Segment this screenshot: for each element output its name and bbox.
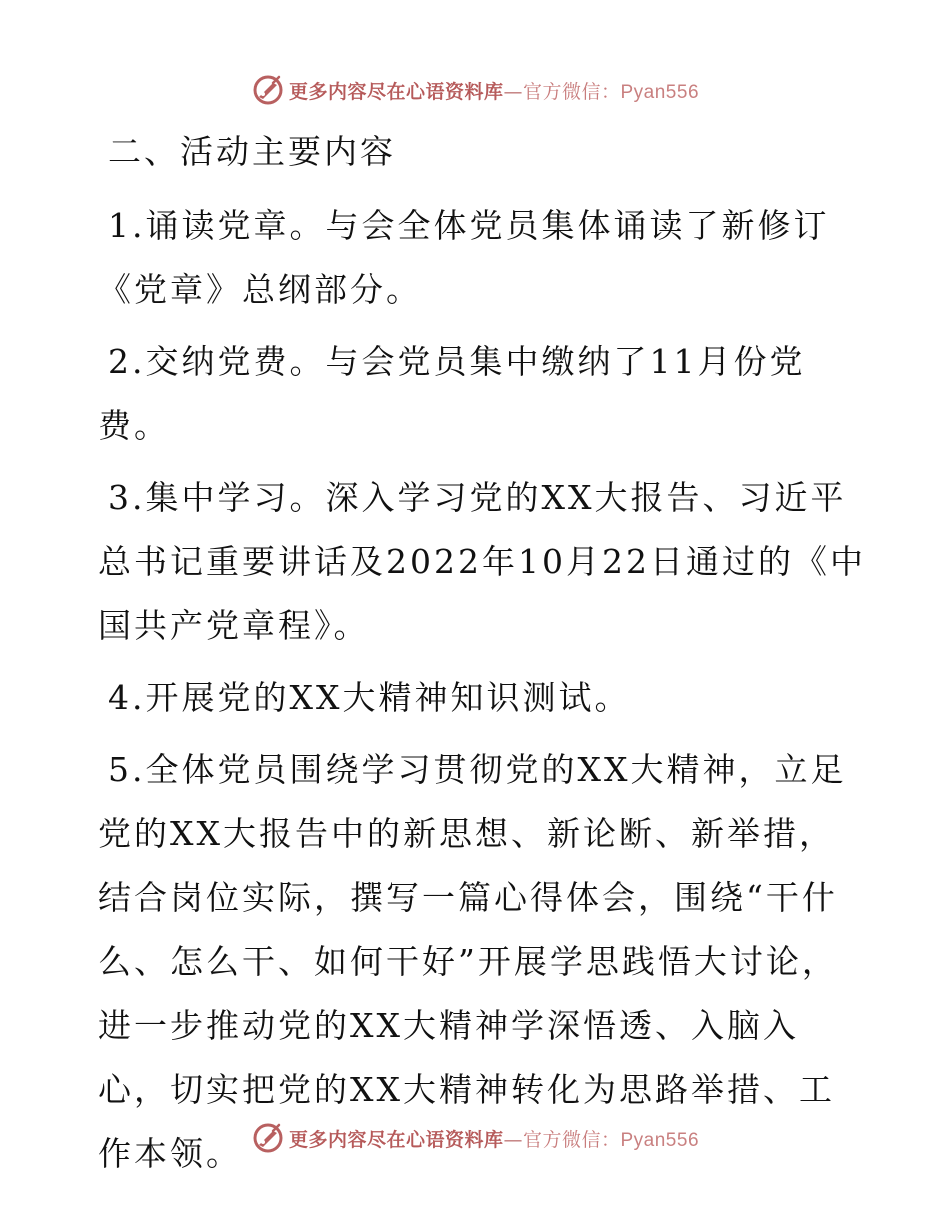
watermark-wechat-id: Pyan556 [620, 1129, 700, 1151]
paragraph-item: 3.集中学习。深入学习党的XX大报告、习近平总书记重要讲话及2022年10月22日通过的《中国共产党章程》。 [98, 478, 866, 645]
document-body [98, 120, 868, 1194]
watermark-wechat-label: 官方微信： [522, 80, 621, 103]
paragraph-item: 2.交纳党费。与会党员集中缴纳了11月份党费。 [98, 342, 806, 445]
header-watermark [0, 70, 950, 110]
watermark-dash: — [503, 1128, 523, 1151]
watermark-wechat-id: Pyan556 [620, 81, 700, 103]
quill-circle-icon [251, 73, 285, 107]
watermark-site: 更多内容尽在心语资料库 [288, 80, 504, 103]
watermark-site: 更多内容尽在心语资料库 [288, 1128, 504, 1151]
paragraph-item: 1.诵读党章。与会全体党员集体诵读了新修订《党章》总纲部分。 [98, 206, 830, 309]
watermark-text [289, 1125, 699, 1152]
paragraph-item: 4.开展党的XX大精神知识测试。 [108, 678, 631, 717]
footer-watermark [0, 1118, 950, 1158]
section-heading: 二、活动主要内容 [108, 132, 396, 171]
watermark-wechat-label: 官方微信： [522, 1128, 621, 1151]
watermark-text [289, 77, 699, 104]
paragraph-item: 5.全体党员围绕学习贯彻党的XX大精神，立足党的XX大报告中的新思想、新论断、新举措，结合岗位实际，撰写一篇心得体会，围绕“干什么、怎么干、如何干好”开展学思践悟大讨论，进一步推动党的XX大精神学深悟透、入脑入心，切实把党的XX大精神转化为思路举措、工作本领。 [98, 750, 847, 1173]
watermark-dash: — [503, 80, 523, 103]
quill-circle-icon [251, 1121, 285, 1155]
